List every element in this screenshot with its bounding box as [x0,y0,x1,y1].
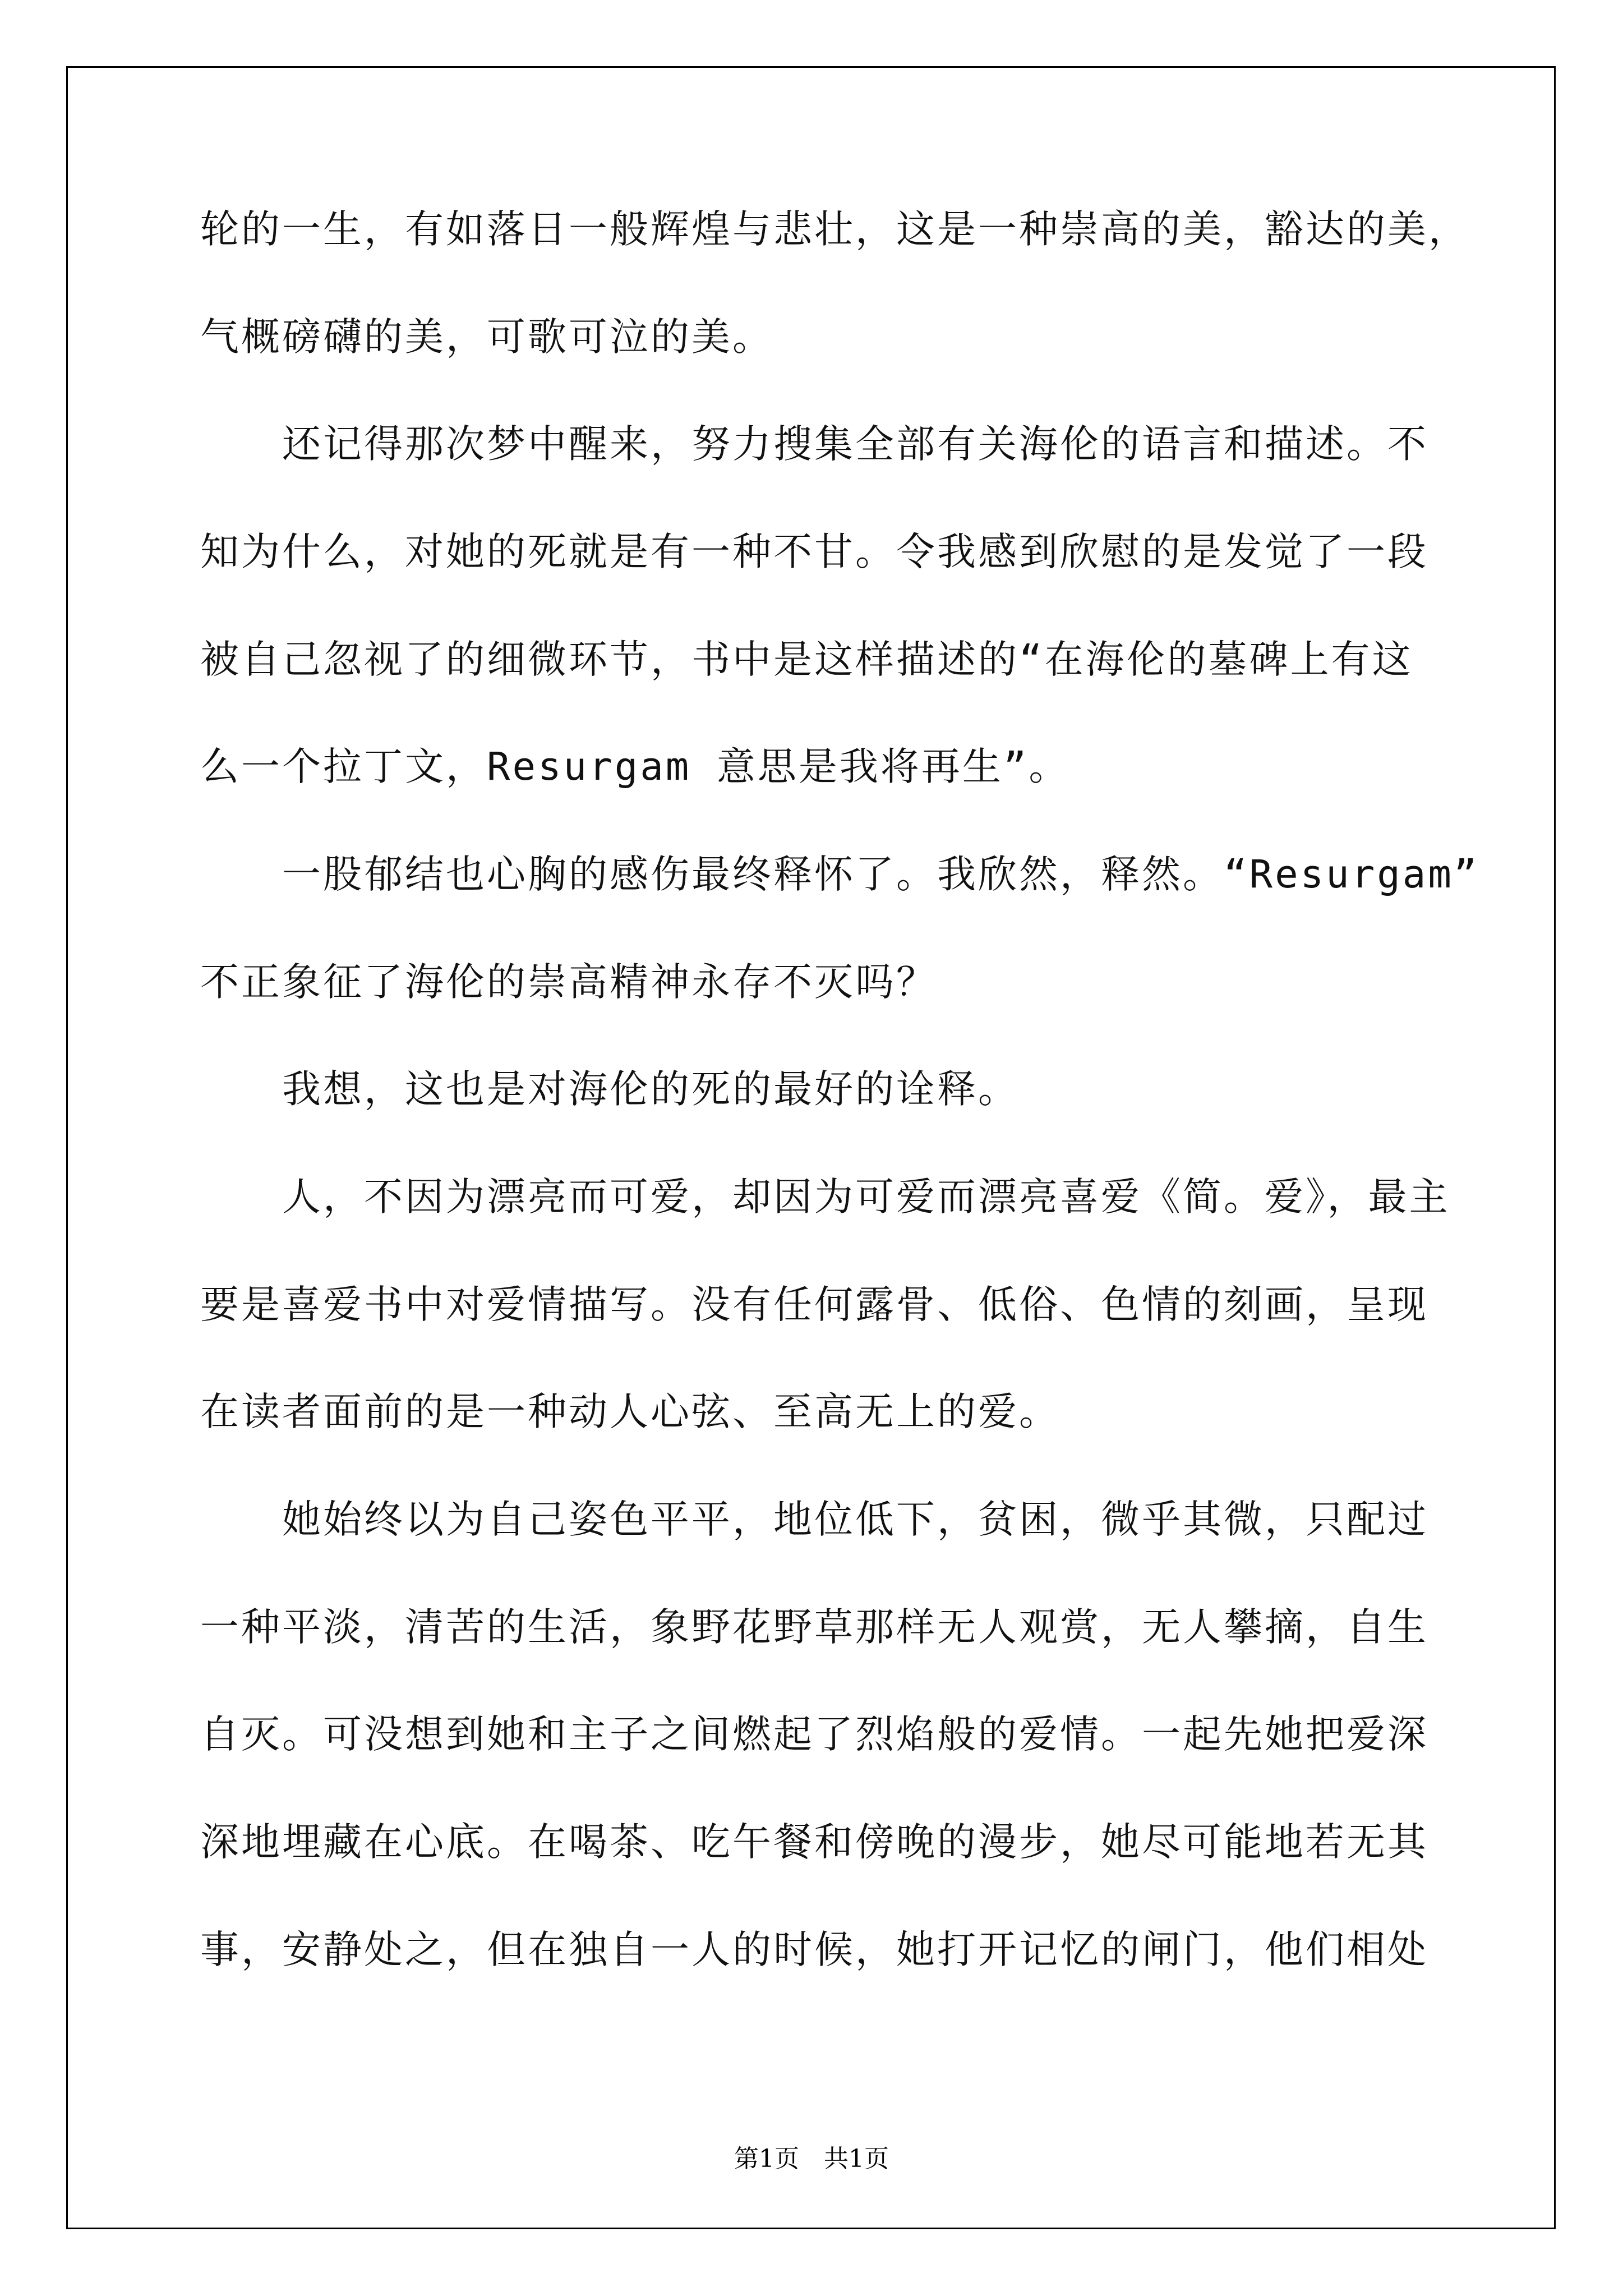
text-line: 被自己忽视了的细微环节，书中是这样描述的“在海伦的墓碑上有这 [200,637,1413,682]
text-line: 她始终以为自己姿色平平，地位低下，贫困，微乎其微，只配过 [200,1497,1428,1542]
text-line: 深地埋藏在心底。在喝茶、吃午餐和傍晚的漫步，她尽可能地若无其 [200,1820,1428,1865]
text-line: 还记得那次梦中醒来，努力搜集全部有关海伦的语言和描述。不 [200,422,1428,467]
text-line: 么一个拉丁文，Resurgam 意思是我将再生”。 [200,744,1070,789]
text-line: 知为什么，对她的死就是有一种不甘。令我感到欣慰的是发觉了一段 [200,530,1428,574]
page-border [66,66,1556,2229]
text-line: 一股郁结也心胸的感伤最终释怀了。我欣然，释然。“Resurgam” [200,852,1479,897]
text-line: 一种平淡，清苦的生活，象野花野草那样无人观赏，无人攀摘，自生 [200,1605,1428,1650]
text-line: 要是喜爱书中对爱情描写。没有任何露骨、低俗、色情的刻画，呈现 [200,1282,1428,1327]
text-line: 事，安静处之，但在独自一人的时候，她打开记忆的闸门，他们相处 [200,1927,1428,1972]
text-line: 人，不因为漂亮而可爱，却因为可爱而漂亮喜爱《简。爱》，最主 [200,1175,1450,1220]
text-line: 我想，这也是对海伦的死的最好的诠释。 [200,1067,1019,1112]
text-line: 轮的一生，有如落日一般辉煌与悲壮，这是一种崇高的美，豁达的美， [200,207,1469,252]
text-line: 不正象征了海伦的崇高精神永存不灭吗？ [200,960,937,1005]
page-footer: 第1页 共1页 [734,2145,889,2173]
text-line: 气概磅礴的美，可歌可泣的美。 [200,315,773,360]
text-line: 在读者面前的是一种动人心弦、至高无上的爱。 [200,1389,1060,1434]
text-line: 自灭。可没想到她和主子之间燃起了烈焰般的爱情。一起先她把爱深 [200,1712,1428,1757]
